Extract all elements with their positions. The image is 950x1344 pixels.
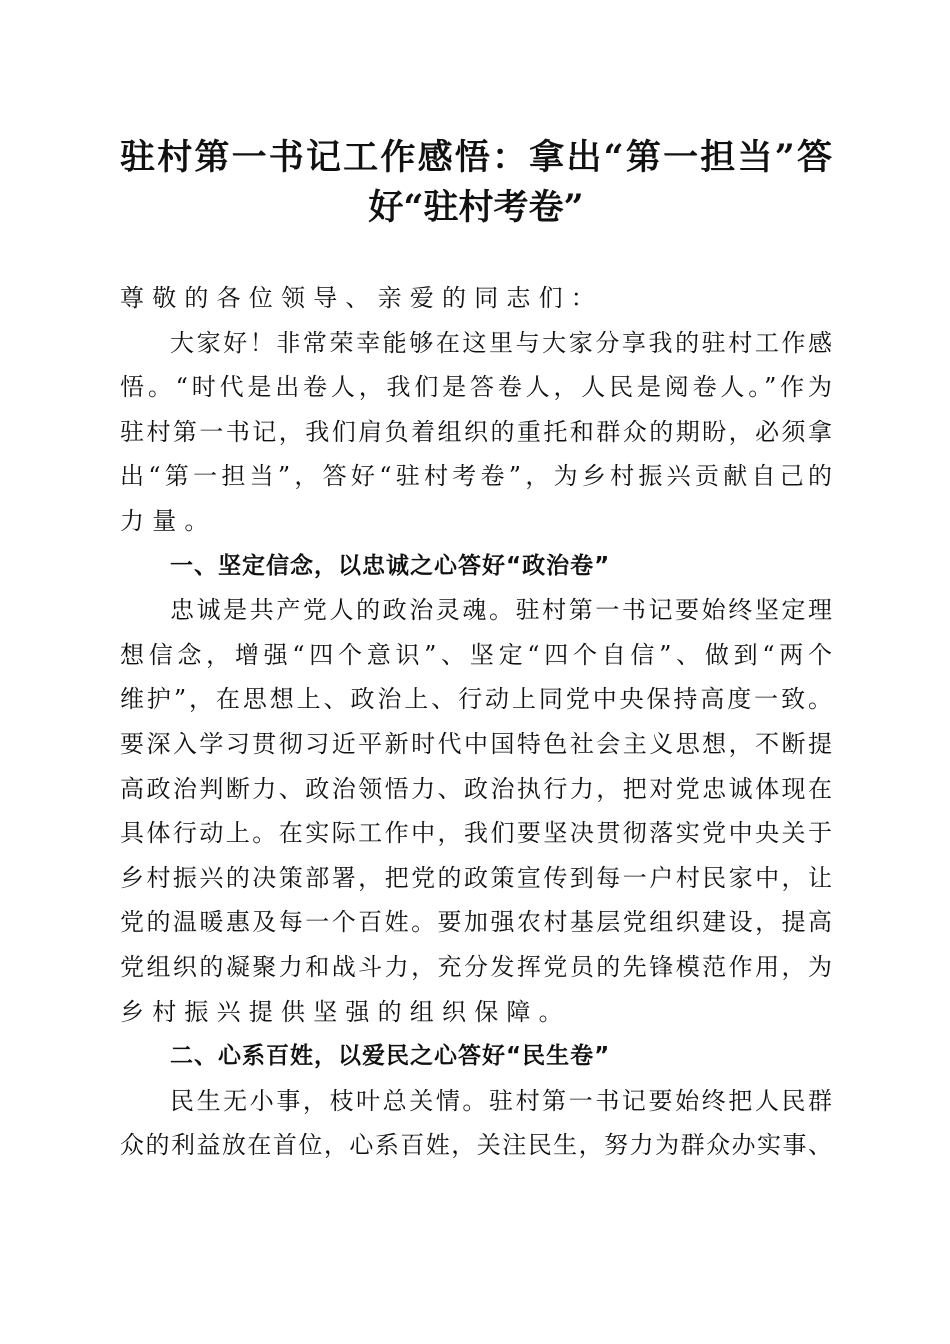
document-title: [120, 133, 832, 233]
title-line-2: 好“驻村考卷”: [368, 187, 584, 228]
text-line: 众的利益放在首位，心系百姓，关注民生，努力为群众办实事、: [120, 1131, 832, 1160]
text-line: 出“第一担当”，答好“驻村考卷”，为乡村振兴贡献自己的: [120, 462, 832, 491]
text-line: 党的温暖惠及每一个百姓。要加强农村基层党组织建设，提高: [120, 908, 832, 937]
intro-paragraph: [120, 321, 832, 544]
text-line: 民生无小事，枝叶总关情。驻村第一书记要始终把人民群: [170, 1086, 832, 1115]
text-line: 乡村振兴提供坚强的组织保障。: [120, 997, 571, 1026]
title-line-1: 驻村第一书记工作感悟：拿出“第一担当”答: [120, 137, 832, 178]
text-line: 具体行动上。在实际工作中，我们要坚决贯彻落实党中央关于: [120, 819, 832, 848]
text-line: 悟。“时代是出卷人，我们是答卷人，人民是阅卷人。”作为: [120, 373, 832, 402]
salutation: 尊敬的各位领导、亲爱的同志们：: [120, 284, 603, 312]
text-line: 高政治判断力、政治领悟力、政治执行力，把对党忠诚体现在: [120, 774, 832, 803]
section-heading-1: 一、坚定信念，以忠诚之心答好“政治卷”: [170, 552, 611, 579]
text-line: 要深入学习贯彻习近平新时代中国特色社会主义思想，不断提: [120, 729, 832, 758]
text-line: 大家好！非常荣幸能够在这里与大家分享我的驻村工作感: [170, 328, 832, 357]
text-line: 力量。: [120, 506, 217, 535]
text-line: 驻村第一书记，我们肩负着组织的重托和群众的期盼，必须拿: [120, 417, 832, 446]
text-line: 乡村振兴的决策部署，把党的政策宣传到每一户村民家中，让: [120, 863, 832, 892]
section-1-paragraph: [120, 588, 832, 1034]
text-line: 忠诚是共产党人的政治灵魂。驻村第一书记要始终坚定理: [170, 596, 832, 625]
section-2-paragraph: [120, 1079, 832, 1168]
document-body: [120, 276, 832, 1168]
text-line: 维护”，在思想上、政治上、行动上同党中央保持高度一致。: [120, 685, 832, 714]
text-line: 想信念，增强“四个意识”、坚定“四个自信”、做到“两个: [120, 640, 832, 669]
section-heading-2: 二、心系百姓，以爱民之心答好“民生卷”: [170, 1043, 611, 1070]
text-line: 党组织的凝聚力和战斗力，充分发挥党员的先锋模范作用，为: [120, 952, 832, 981]
